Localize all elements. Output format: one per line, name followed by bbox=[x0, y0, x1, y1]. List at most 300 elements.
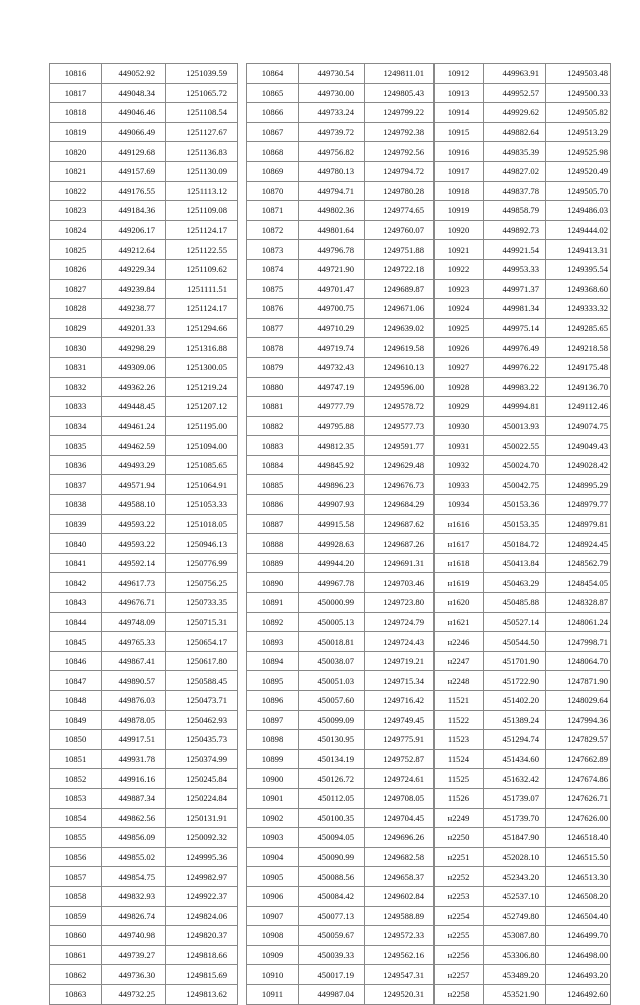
x-coordinate-cell: 449921.54 bbox=[484, 240, 546, 260]
y-coordinate-cell: 1249682.58 bbox=[365, 847, 435, 867]
table-row bbox=[247, 416, 435, 436]
x-coordinate-cell: 449229.34 bbox=[102, 259, 166, 279]
table-row bbox=[50, 926, 238, 946]
point-number-cell: 11524 bbox=[434, 749, 484, 769]
table-row bbox=[50, 965, 238, 985]
x-coordinate-cell: 449795.88 bbox=[299, 416, 365, 436]
x-coordinate-cell: 449448.45 bbox=[102, 397, 166, 417]
table-row bbox=[50, 906, 238, 926]
x-coordinate-cell: 450090.99 bbox=[299, 847, 365, 867]
table-row bbox=[434, 651, 611, 671]
y-coordinate-cell: 1249218.58 bbox=[546, 338, 611, 358]
point-number-cell: 10876 bbox=[247, 299, 299, 319]
y-coordinate-cell: 1249610.13 bbox=[365, 357, 435, 377]
point-number-cell: 10918 bbox=[434, 181, 484, 201]
table-row bbox=[50, 201, 238, 221]
point-number-cell: 10828 bbox=[50, 299, 102, 319]
y-coordinate-cell: 1249775.91 bbox=[365, 730, 435, 750]
table-row bbox=[247, 201, 435, 221]
x-coordinate-cell: 449890.57 bbox=[102, 671, 166, 691]
point-number-cell: 10909 bbox=[247, 945, 299, 965]
x-coordinate-cell: 449967.78 bbox=[299, 573, 365, 593]
table-row bbox=[247, 279, 435, 299]
y-coordinate-cell: 1250733.35 bbox=[166, 593, 238, 613]
table-row bbox=[434, 769, 611, 789]
y-coordinate-cell: 1249792.38 bbox=[365, 122, 435, 142]
point-number-cell: 10879 bbox=[247, 357, 299, 377]
x-coordinate-cell: 451739.70 bbox=[484, 808, 546, 828]
x-coordinate-cell: 449987.04 bbox=[299, 984, 365, 1004]
x-coordinate-cell: 451847.90 bbox=[484, 828, 546, 848]
x-coordinate-cell: 449826.74 bbox=[102, 906, 166, 926]
point-number-cell: 10829 bbox=[50, 318, 102, 338]
y-coordinate-cell: 1250224.84 bbox=[166, 788, 238, 808]
x-coordinate-cell: 450485.88 bbox=[484, 593, 546, 613]
x-coordinate-cell: 449802.36 bbox=[299, 201, 365, 221]
y-coordinate-cell: 1249792.56 bbox=[365, 142, 435, 162]
y-coordinate-cell: 1249689.87 bbox=[365, 279, 435, 299]
x-coordinate-cell: 450088.56 bbox=[299, 867, 365, 887]
y-coordinate-cell: 1248061.24 bbox=[546, 612, 611, 632]
x-coordinate-cell: 449048.34 bbox=[102, 83, 166, 103]
point-number-cell: 10931 bbox=[434, 436, 484, 456]
point-number-cell: 10885 bbox=[247, 475, 299, 495]
x-coordinate-cell: 449856.09 bbox=[102, 828, 166, 848]
x-coordinate-cell: 450018.81 bbox=[299, 632, 365, 652]
x-coordinate-cell: 449184.36 bbox=[102, 201, 166, 221]
y-coordinate-cell: 1248995.29 bbox=[546, 475, 611, 495]
table-row bbox=[434, 867, 611, 887]
point-number-cell: 10855 bbox=[50, 828, 102, 848]
y-coordinate-cell: 1246513.30 bbox=[546, 867, 611, 887]
point-number-cell: 11523 bbox=[434, 730, 484, 750]
x-coordinate-cell: 449593.22 bbox=[102, 534, 166, 554]
table-row bbox=[434, 201, 611, 221]
point-number-cell: н2246 bbox=[434, 632, 484, 652]
point-number-cell: 10923 bbox=[434, 279, 484, 299]
y-coordinate-cell: 1251300.05 bbox=[166, 357, 238, 377]
point-number-cell: 10891 bbox=[247, 593, 299, 613]
point-number-cell: 11522 bbox=[434, 710, 484, 730]
point-number-cell: 10867 bbox=[247, 122, 299, 142]
point-number-cell: 10925 bbox=[434, 318, 484, 338]
y-coordinate-cell: 1251122.55 bbox=[166, 240, 238, 260]
point-number-cell: 10907 bbox=[247, 906, 299, 926]
point-number-cell: 10832 bbox=[50, 377, 102, 397]
y-coordinate-cell: 1246504.40 bbox=[546, 906, 611, 926]
x-coordinate-cell: 449461.24 bbox=[102, 416, 166, 436]
y-coordinate-cell: 1249602.84 bbox=[365, 886, 435, 906]
table-row bbox=[434, 357, 611, 377]
table-row bbox=[50, 534, 238, 554]
y-coordinate-cell: 1251130.09 bbox=[166, 161, 238, 181]
x-coordinate-cell: 451402.20 bbox=[484, 691, 546, 711]
x-coordinate-cell: 453306.80 bbox=[484, 945, 546, 965]
x-coordinate-cell: 449845.92 bbox=[299, 455, 365, 475]
table-row bbox=[50, 122, 238, 142]
table-row bbox=[50, 593, 238, 613]
point-number-cell: 10840 bbox=[50, 534, 102, 554]
x-coordinate-cell: 450024.70 bbox=[484, 455, 546, 475]
point-number-cell: 10910 bbox=[247, 965, 299, 985]
y-coordinate-cell: 1249596.00 bbox=[365, 377, 435, 397]
x-coordinate-cell: 449176.55 bbox=[102, 181, 166, 201]
y-coordinate-cell: 1251094.00 bbox=[166, 436, 238, 456]
point-number-cell: 10818 bbox=[50, 103, 102, 123]
x-coordinate-cell: 450022.55 bbox=[484, 436, 546, 456]
x-coordinate-cell: 449837.78 bbox=[484, 181, 546, 201]
y-coordinate-cell: 1248029.64 bbox=[546, 691, 611, 711]
table-row bbox=[247, 710, 435, 730]
y-coordinate-cell: 1250462.93 bbox=[166, 710, 238, 730]
point-number-cell: 10820 bbox=[50, 142, 102, 162]
x-coordinate-cell: 452343.20 bbox=[484, 867, 546, 887]
point-number-cell: 10869 bbox=[247, 161, 299, 181]
point-number-cell: н2256 bbox=[434, 945, 484, 965]
point-number-cell: н2254 bbox=[434, 906, 484, 926]
x-coordinate-cell: 449756.82 bbox=[299, 142, 365, 162]
x-coordinate-cell: 449812.35 bbox=[299, 436, 365, 456]
point-number-cell: 10929 bbox=[434, 397, 484, 417]
y-coordinate-cell: 1248979.81 bbox=[546, 514, 611, 534]
y-coordinate-cell: 1247674.86 bbox=[546, 769, 611, 789]
x-coordinate-cell: 449928.63 bbox=[299, 534, 365, 554]
table-row bbox=[434, 749, 611, 769]
x-coordinate-cell: 452749.80 bbox=[484, 906, 546, 926]
x-coordinate-cell: 449975.14 bbox=[484, 318, 546, 338]
table-row bbox=[247, 161, 435, 181]
y-coordinate-cell: 1250776.99 bbox=[166, 553, 238, 573]
y-coordinate-cell: 1251109.62 bbox=[166, 259, 238, 279]
point-number-cell: 10895 bbox=[247, 671, 299, 691]
x-coordinate-cell: 451632.42 bbox=[484, 769, 546, 789]
table-row bbox=[50, 612, 238, 632]
x-coordinate-cell: 449747.19 bbox=[299, 377, 365, 397]
table-row bbox=[247, 475, 435, 495]
table-row bbox=[247, 338, 435, 358]
y-coordinate-cell: 1251124.17 bbox=[166, 220, 238, 240]
point-number-cell: 10835 bbox=[50, 436, 102, 456]
table-row bbox=[50, 945, 238, 965]
x-coordinate-cell: 450100.35 bbox=[299, 808, 365, 828]
table-row bbox=[434, 828, 611, 848]
table-row bbox=[434, 416, 611, 436]
x-coordinate-cell: 453087.80 bbox=[484, 926, 546, 946]
y-coordinate-cell: 1249811.01 bbox=[365, 64, 435, 84]
table-row bbox=[434, 573, 611, 593]
table-row bbox=[247, 926, 435, 946]
y-coordinate-cell: 1249716.42 bbox=[365, 691, 435, 711]
table-row bbox=[50, 769, 238, 789]
x-coordinate-cell: 449855.02 bbox=[102, 847, 166, 867]
x-coordinate-cell: 450130.95 bbox=[299, 730, 365, 750]
x-coordinate-cell: 449736.30 bbox=[102, 965, 166, 985]
table-row bbox=[50, 240, 238, 260]
x-coordinate-cell: 449971.37 bbox=[484, 279, 546, 299]
x-coordinate-cell: 449907.93 bbox=[299, 495, 365, 515]
point-number-cell: 10881 bbox=[247, 397, 299, 417]
x-coordinate-cell: 449953.33 bbox=[484, 259, 546, 279]
table-row bbox=[247, 455, 435, 475]
table-row bbox=[434, 455, 611, 475]
point-number-cell: н2248 bbox=[434, 671, 484, 691]
table-row bbox=[247, 299, 435, 319]
y-coordinate-cell: 1249799.22 bbox=[365, 103, 435, 123]
x-coordinate-cell: 452028.10 bbox=[484, 847, 546, 867]
table-row bbox=[247, 573, 435, 593]
table-row bbox=[247, 514, 435, 534]
point-number-cell: н1621 bbox=[434, 612, 484, 632]
y-coordinate-cell: 1247626.71 bbox=[546, 788, 611, 808]
point-number-cell: 10878 bbox=[247, 338, 299, 358]
point-number-cell: 10827 bbox=[50, 279, 102, 299]
point-number-cell: 10899 bbox=[247, 749, 299, 769]
y-coordinate-cell: 1249413.31 bbox=[546, 240, 611, 260]
x-coordinate-cell: 449066.49 bbox=[102, 122, 166, 142]
table-row bbox=[434, 553, 611, 573]
y-coordinate-cell: 1249687.62 bbox=[365, 514, 435, 534]
x-coordinate-cell: 449931.78 bbox=[102, 749, 166, 769]
x-coordinate-cell: 450013.93 bbox=[484, 416, 546, 436]
y-coordinate-cell: 1249813.62 bbox=[166, 984, 238, 1004]
y-coordinate-cell: 1246498.00 bbox=[546, 945, 611, 965]
y-coordinate-cell: 1249760.07 bbox=[365, 220, 435, 240]
point-number-cell: 10911 bbox=[247, 984, 299, 1004]
table-row bbox=[50, 416, 238, 436]
y-coordinate-cell: 1251316.88 bbox=[166, 338, 238, 358]
point-number-cell: 10884 bbox=[247, 455, 299, 475]
x-coordinate-cell: 449892.73 bbox=[484, 220, 546, 240]
point-number-cell: 10854 bbox=[50, 808, 102, 828]
point-number-cell: 10836 bbox=[50, 455, 102, 475]
x-coordinate-cell: 449777.79 bbox=[299, 397, 365, 417]
point-number-cell: 10851 bbox=[50, 749, 102, 769]
table-row bbox=[50, 886, 238, 906]
y-coordinate-cell: 1248924.45 bbox=[546, 534, 611, 554]
y-coordinate-cell: 1249112.46 bbox=[546, 397, 611, 417]
point-number-cell: 10877 bbox=[247, 318, 299, 338]
table-row bbox=[50, 455, 238, 475]
x-coordinate-cell: 449206.17 bbox=[102, 220, 166, 240]
y-coordinate-cell: 1249578.72 bbox=[365, 397, 435, 417]
y-coordinate-cell: 1251127.67 bbox=[166, 122, 238, 142]
table-row bbox=[247, 612, 435, 632]
x-coordinate-cell: 450057.60 bbox=[299, 691, 365, 711]
point-number-cell: 10914 bbox=[434, 103, 484, 123]
x-coordinate-cell: 450051.03 bbox=[299, 671, 365, 691]
table-row bbox=[434, 142, 611, 162]
x-coordinate-cell: 449858.79 bbox=[484, 201, 546, 221]
y-coordinate-cell: 1251039.59 bbox=[166, 64, 238, 84]
coordinate-table-2 bbox=[246, 63, 434, 1005]
point-number-cell: 10896 bbox=[247, 691, 299, 711]
x-coordinate-cell: 449571.94 bbox=[102, 475, 166, 495]
table-row bbox=[434, 847, 611, 867]
point-number-cell: 10843 bbox=[50, 593, 102, 613]
y-coordinate-cell: 1251113.12 bbox=[166, 181, 238, 201]
y-coordinate-cell: 1249486.03 bbox=[546, 201, 611, 221]
point-number-cell: 10892 bbox=[247, 612, 299, 632]
table-row bbox=[434, 475, 611, 495]
table-row bbox=[247, 83, 435, 103]
table-row bbox=[247, 593, 435, 613]
table-row bbox=[247, 808, 435, 828]
point-number-cell: н2257 bbox=[434, 965, 484, 985]
x-coordinate-cell: 450039.33 bbox=[299, 945, 365, 965]
x-coordinate-cell: 449952.57 bbox=[484, 83, 546, 103]
point-number-cell: 10898 bbox=[247, 730, 299, 750]
point-number-cell: 10887 bbox=[247, 514, 299, 534]
x-coordinate-cell: 450017.19 bbox=[299, 965, 365, 985]
table-row bbox=[434, 612, 611, 632]
point-number-cell: 10816 bbox=[50, 64, 102, 84]
x-coordinate-cell: 450000.99 bbox=[299, 593, 365, 613]
point-number-cell: 10823 bbox=[50, 201, 102, 221]
point-number-cell: 10849 bbox=[50, 710, 102, 730]
table-row bbox=[50, 338, 238, 358]
x-coordinate-cell: 449676.71 bbox=[102, 593, 166, 613]
y-coordinate-cell: 1251085.65 bbox=[166, 455, 238, 475]
point-number-cell: 10912 bbox=[434, 64, 484, 84]
x-coordinate-cell: 449740.98 bbox=[102, 926, 166, 946]
point-number-cell: 10886 bbox=[247, 495, 299, 515]
x-coordinate-cell: 449732.43 bbox=[299, 357, 365, 377]
x-coordinate-cell: 449719.74 bbox=[299, 338, 365, 358]
point-number-cell: 10920 bbox=[434, 220, 484, 240]
point-number-cell: 10844 bbox=[50, 612, 102, 632]
point-number-cell: 10825 bbox=[50, 240, 102, 260]
y-coordinate-cell: 1249500.33 bbox=[546, 83, 611, 103]
x-coordinate-cell: 450153.36 bbox=[484, 495, 546, 515]
point-number-cell: 10917 bbox=[434, 161, 484, 181]
point-number-cell: 10904 bbox=[247, 847, 299, 867]
table-row bbox=[434, 926, 611, 946]
table-row bbox=[247, 397, 435, 417]
point-number-cell: 10862 bbox=[50, 965, 102, 985]
y-coordinate-cell: 1250588.45 bbox=[166, 671, 238, 691]
point-number-cell: 10858 bbox=[50, 886, 102, 906]
table-row bbox=[434, 397, 611, 417]
table-row bbox=[247, 945, 435, 965]
x-coordinate-cell: 449887.34 bbox=[102, 788, 166, 808]
y-coordinate-cell: 1250756.25 bbox=[166, 573, 238, 593]
y-coordinate-cell: 1249719.21 bbox=[365, 651, 435, 671]
y-coordinate-cell: 1251124.17 bbox=[166, 299, 238, 319]
table-row bbox=[434, 632, 611, 652]
point-number-cell: н1617 bbox=[434, 534, 484, 554]
table-row bbox=[247, 495, 435, 515]
y-coordinate-cell: 1249503.48 bbox=[546, 64, 611, 84]
table-row bbox=[50, 573, 238, 593]
point-number-cell: н2252 bbox=[434, 867, 484, 887]
point-number-cell: 10868 bbox=[247, 142, 299, 162]
y-coordinate-cell: 1249572.33 bbox=[365, 926, 435, 946]
y-coordinate-cell: 1249513.29 bbox=[546, 122, 611, 142]
y-coordinate-cell: 1248064.70 bbox=[546, 651, 611, 671]
y-coordinate-cell: 1251053.33 bbox=[166, 495, 238, 515]
y-coordinate-cell: 1250245.84 bbox=[166, 769, 238, 789]
y-coordinate-cell: 1248328.87 bbox=[546, 593, 611, 613]
x-coordinate-cell: 450112.05 bbox=[299, 788, 365, 808]
point-number-cell: н1619 bbox=[434, 573, 484, 593]
y-coordinate-cell: 1250473.71 bbox=[166, 691, 238, 711]
table-row bbox=[50, 103, 238, 123]
table-row bbox=[434, 788, 611, 808]
table-row bbox=[247, 788, 435, 808]
y-coordinate-cell: 1249724.43 bbox=[365, 632, 435, 652]
x-coordinate-cell: 450126.72 bbox=[299, 769, 365, 789]
y-coordinate-cell: 1248562.79 bbox=[546, 553, 611, 573]
point-number-cell: 10817 bbox=[50, 83, 102, 103]
x-coordinate-cell: 449052.92 bbox=[102, 64, 166, 84]
x-coordinate-cell: 451739.07 bbox=[484, 788, 546, 808]
y-coordinate-cell: 1251207.12 bbox=[166, 397, 238, 417]
x-coordinate-cell: 449238.77 bbox=[102, 299, 166, 319]
y-coordinate-cell: 1249780.28 bbox=[365, 181, 435, 201]
x-coordinate-cell: 452537.10 bbox=[484, 886, 546, 906]
x-coordinate-cell: 449617.73 bbox=[102, 573, 166, 593]
point-number-cell: 10928 bbox=[434, 377, 484, 397]
point-number-cell: 10824 bbox=[50, 220, 102, 240]
y-coordinate-cell: 1250131.91 bbox=[166, 808, 238, 828]
coordinate-table bbox=[246, 63, 435, 1005]
table-row bbox=[50, 632, 238, 652]
point-number-cell: 10900 bbox=[247, 769, 299, 789]
point-number-cell: 10926 bbox=[434, 338, 484, 358]
table-row bbox=[50, 808, 238, 828]
y-coordinate-cell: 1249629.48 bbox=[365, 455, 435, 475]
y-coordinate-cell: 1249028.42 bbox=[546, 455, 611, 475]
coordinate-table-3 bbox=[433, 63, 610, 1005]
table-row bbox=[434, 161, 611, 181]
table-row bbox=[50, 730, 238, 750]
y-coordinate-cell: 1251064.91 bbox=[166, 475, 238, 495]
y-coordinate-cell: 1247871.90 bbox=[546, 671, 611, 691]
table-row bbox=[247, 828, 435, 848]
table-row bbox=[247, 318, 435, 338]
table-row bbox=[50, 514, 238, 534]
point-number-cell: н2247 bbox=[434, 651, 484, 671]
x-coordinate-cell: 449157.69 bbox=[102, 161, 166, 181]
x-coordinate-cell: 450153.35 bbox=[484, 514, 546, 534]
y-coordinate-cell: 1249368.60 bbox=[546, 279, 611, 299]
y-coordinate-cell: 1249520.49 bbox=[546, 161, 611, 181]
x-coordinate-cell: 449981.34 bbox=[484, 299, 546, 319]
y-coordinate-cell: 1246499.70 bbox=[546, 926, 611, 946]
y-coordinate-cell: 1246508.20 bbox=[546, 886, 611, 906]
point-number-cell: 10934 bbox=[434, 495, 484, 515]
x-coordinate-cell: 449944.20 bbox=[299, 553, 365, 573]
table-row bbox=[247, 142, 435, 162]
table-row bbox=[247, 691, 435, 711]
point-number-cell: 10882 bbox=[247, 416, 299, 436]
point-number-cell: 10857 bbox=[50, 867, 102, 887]
y-coordinate-cell: 1249619.58 bbox=[365, 338, 435, 358]
x-coordinate-cell: 449916.16 bbox=[102, 769, 166, 789]
point-number-cell: 10834 bbox=[50, 416, 102, 436]
table-row bbox=[50, 984, 238, 1004]
y-coordinate-cell: 1249175.48 bbox=[546, 357, 611, 377]
y-coordinate-cell: 1249715.34 bbox=[365, 671, 435, 691]
point-number-cell: 10833 bbox=[50, 397, 102, 417]
point-number-cell: 10913 bbox=[434, 83, 484, 103]
y-coordinate-cell: 1249794.72 bbox=[365, 161, 435, 181]
table-row bbox=[50, 397, 238, 417]
table-row bbox=[247, 965, 435, 985]
point-number-cell: 10919 bbox=[434, 201, 484, 221]
point-number-cell: н1620 bbox=[434, 593, 484, 613]
y-coordinate-cell: 1250092.32 bbox=[166, 828, 238, 848]
